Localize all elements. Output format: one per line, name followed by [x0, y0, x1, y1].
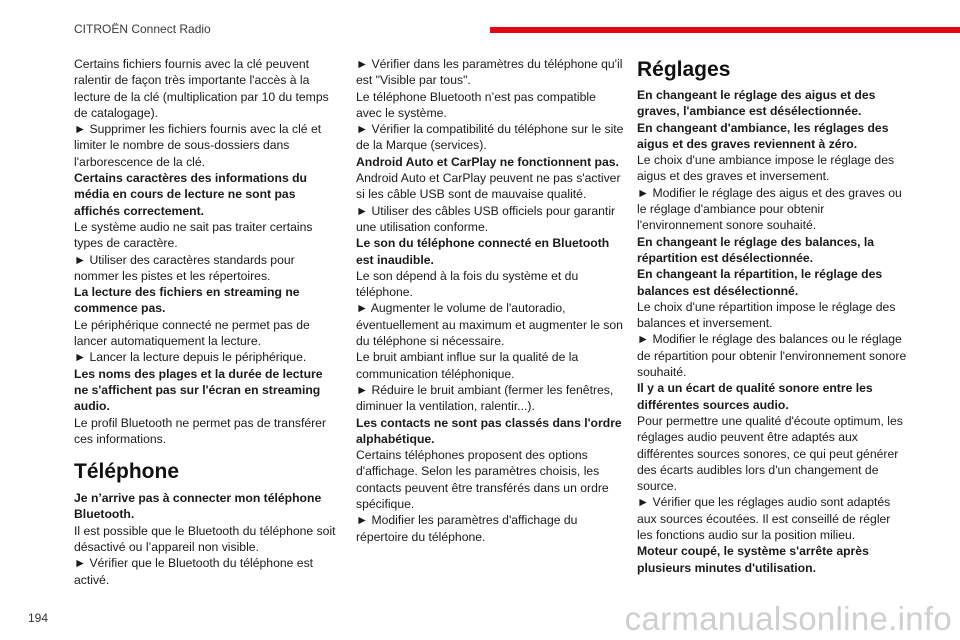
body-paragraph: Certains téléphones proposent des options d'affichage. Selon les paramètres choisis, les contacts peuvent être transférés dans un ordre spécifique. [356, 448, 609, 512]
section-heading: Téléphone [74, 460, 180, 484]
action-step: ► Vérifier dans les paramètres du téléphone qu'il est "Visible par tous". [356, 57, 623, 88]
problem-statement: Je n’arrive pas à connecter mon téléphone Bluetooth. [74, 491, 322, 522]
body-paragraph: Le choix d'une répartition impose le réglage des balances et inversement. [637, 299, 896, 331]
problem-statement: Il y a un écart de qualité sonore entre les différentes sources audio. [637, 381, 873, 412]
column-right [637, 56, 907, 576]
watermark-text: carmanualsonline.info [624, 600, 952, 637]
action-step: ► Augmenter le volume de l'autoradio, éventuellement au maximum et augmenter le son du téléphone si nécessaire. [356, 301, 623, 349]
section-heading: Réglages [637, 58, 731, 81]
action-step: ► Vérifier que le Bluetooth du téléphone est activé. [74, 556, 314, 587]
body-paragraph: Le téléphone Bluetooth n’est pas compatible avec le système. [356, 89, 596, 120]
body-paragraph: Le bruit ambiant influe sur la qualité de la communication téléphonique. [356, 350, 579, 381]
body-paragraph: Le profil Bluetooth ne permet pas de transférer ces informations. [74, 415, 327, 446]
action-step: ► Modifier les paramètres d'affichage du répertoire du téléphone. [356, 513, 578, 544]
action-step: ► Utiliser des caractères standards pour nommer les pistes et les répertoires. [74, 252, 295, 283]
action-step: ► Réduire le bruit ambiant (fermer les fenêtres, diminuer la ventilation, ralentir...). [356, 382, 614, 414]
problem-statement: Le son du téléphone connecté en Bluetooth est inaudible. [356, 236, 610, 267]
action-step: ► Supprimer les fichiers fournis avec la clé et limiter le nombre de sous-dossiers dans l'arborescence de la clé. [74, 122, 322, 169]
problem-statement: Les contacts ne sont pas classés dans l'ordre alphabétique. [356, 415, 622, 446]
column-left [74, 56, 340, 588]
body-paragraph: Certains fichiers fournis avec la clé peuvent ralentir de façon très importante l'accès à la lecture de la clé (multiplication par 10 du temps de catalogage). [74, 57, 329, 120]
problem-statement: Moteur coupé, le système s'arrête après plusieurs minutes d'utilisation. [637, 544, 869, 575]
problem-statement: Android Auto et CarPlay ne fonctionnent pas. [356, 154, 619, 169]
body-paragraph: Le son dépend à la fois du système et du téléphone. [356, 268, 579, 300]
problem-statement: En changeant la répartition, le réglage des balances est désélectionné. [637, 267, 883, 298]
body-paragraph: Le choix d'une ambiance impose le réglage des aigus et des graves et inversement. [637, 153, 895, 184]
problem-statement: Les noms des plages et la durée de lecture ne s'affichent pas sur l'écran en streaming audio. [74, 366, 323, 414]
action-step: ► Vérifier la compatibilité du téléphone sur le site de la Marque (services). [356, 122, 624, 153]
action-step: ► Modifier le réglage des aigus et des graves ou le réglage d'ambiance pour obtenir l'environnement sonore souhaité. [637, 185, 902, 233]
header-accent-bar [490, 27, 960, 33]
body-paragraph: Pour permettre une qualité d'écoute optimum, les réglages audio peuvent être adaptés aux différentes sources sonores, ce qui peut générer des écarts audibles lors d'un changement de source. [637, 413, 903, 494]
problem-statement: La lecture des fichiers en streaming ne commence pas. [74, 285, 300, 316]
body-paragraph: Le périphérique connecté ne permet pas de lancer automatiquement la lecture. [74, 317, 310, 349]
problem-statement: En changeant le réglage des aigus et des graves, l'ambiance est désélectionnée. [637, 88, 876, 119]
action-step: ► Utiliser des câbles USB officiels pour garantir une utilisation conforme. [356, 203, 616, 234]
body-paragraph: Le système audio ne sait pas traiter certains types de caractère. [74, 219, 313, 251]
header-title: CITROËN Connect Radio [74, 22, 211, 36]
body-paragraph: Il est possible que le Bluetooth du téléphone soit désactivé ou l’appareil non visible. [74, 523, 336, 555]
column-middle [356, 56, 624, 545]
problem-statement: Certains caractères des informations du média en cours de lecture ne sont pas affichés correctement. [74, 171, 307, 218]
problem-statement: En changeant d'ambiance, les réglages des aigus et des graves reviennent à zéro. [637, 120, 889, 151]
page-number: 194 [28, 611, 49, 625]
action-step: ► Lancer la lecture depuis le périphérique. [74, 350, 307, 365]
action-step: ► Vérifier que les réglages audio sont adaptés aux sources écoutées. Il est conseillé de régler les fonctions audio sur la position milieu. [637, 495, 891, 543]
action-step: ► Modifier le réglage des balances ou le réglage de répartition pour obtenir l'environnement sonore souhaité. [637, 332, 907, 380]
body-paragraph: Android Auto et CarPlay peuvent ne pas s'activer si les câble USB sont de mauvaise qualité. [356, 171, 621, 202]
problem-statement: En changeant le réglage des balances, la répartition est désélectionnée. [637, 234, 875, 265]
